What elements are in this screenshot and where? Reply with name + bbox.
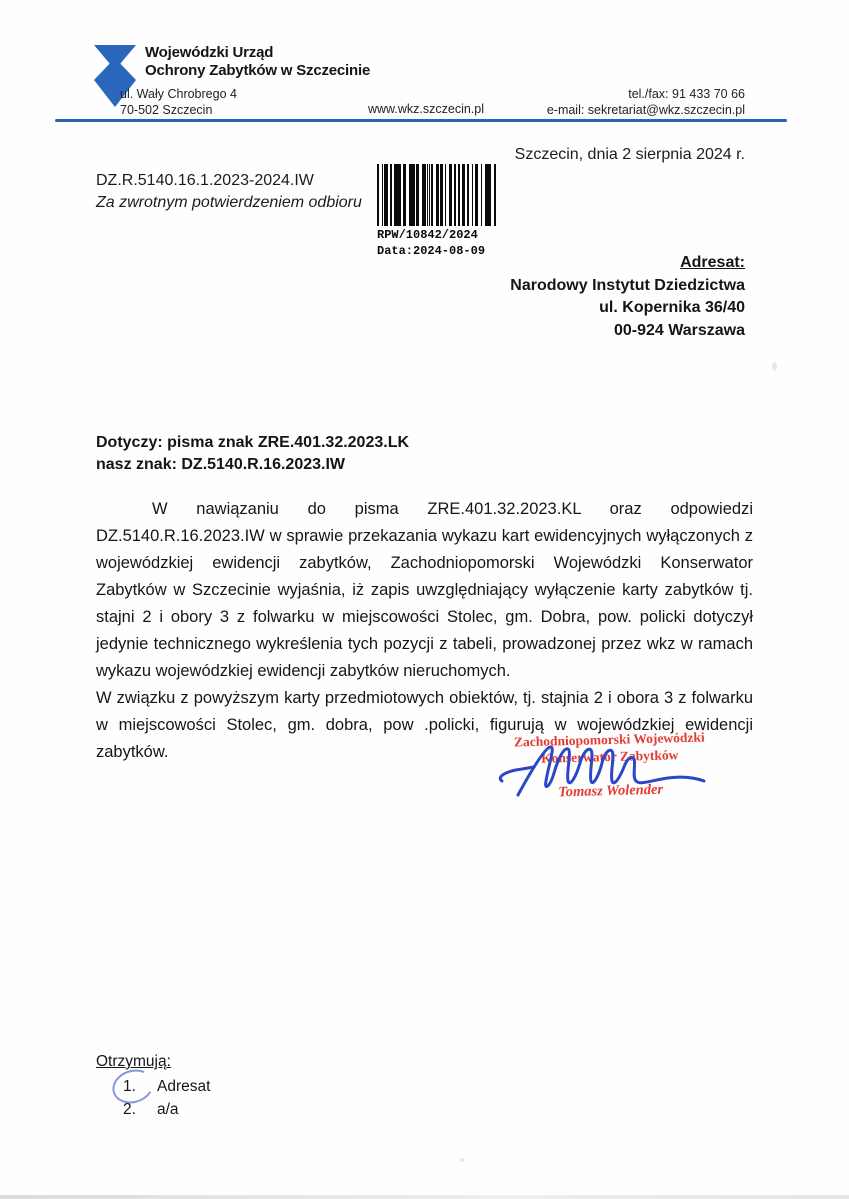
letter-body [96, 496, 753, 766]
barcode-icon [377, 164, 499, 226]
addressee-label: Adresat: [680, 254, 745, 271]
subject-block [96, 432, 409, 476]
org-contact [547, 86, 745, 118]
distribution-label: Otrzymują: [96, 1053, 171, 1070]
addressee-street: ul. Kopernika 36/40 [599, 299, 745, 316]
org-address-city: 70-502 Szczecin [120, 103, 213, 117]
org-website: www.wkz.szczecin.pl [368, 102, 484, 116]
scan-smudge [772, 362, 777, 371]
list-item-text: Adresat [157, 1078, 211, 1095]
place-and-date: Szczecin, dnia 2 sierpnia 2024 r. [514, 146, 745, 163]
list-item [96, 1075, 210, 1098]
list-item-number: 2. [123, 1101, 136, 1118]
org-address-street: ul. Wały Chrobrego 4 [120, 87, 237, 101]
addressee-block [510, 252, 745, 342]
barcode-rpw-number: RPW/10842/2024 [377, 228, 478, 242]
subject-line1: Dotyczy: pisma znak ZRE.401.32.2023.LK [96, 434, 410, 451]
body-paragraph-2: W związku z powyższym karty przedmiotowych obiektów, tj. stajnia 2 i obora 3 z folwarku w miejscowości Stolec, gm. dobra, pow .policki, figurują w wojewódzkiej ewidencji zabytków. [96, 689, 753, 761]
stamp-title-line2: Konserwator Zabytków [540, 747, 679, 766]
delivery-note: Za zwrotnym potwierdzeniem odbioru [96, 194, 362, 211]
barcode-date: Data:2024-08-09 [377, 244, 486, 258]
case-number: DZ.R.5140.16.1.2023-2024.IW [96, 172, 314, 189]
subject-line2: nasz znak: DZ.5140.R.16.2023.IW [96, 456, 345, 473]
body-paragraph-1: W nawiązaniu do pisma ZRE.401.32.2023.KL oraz odpowiedzi DZ.5140.R.16.2023.IW w sprawie przekazania wykazu kart ewidencyjnych wyłączonych z wojewódzkiej ewidencji zabytków, Zachodniopomorski Wojewódzki Konserwator Zabytków w Szczecinie wyjaśnia, iż zapis uwzględniający wyłączenie karty zabytków tj. stajni 2 i obory 3 z folwarku w miejscowości Stolec, gm. Dobra, pow. policki dotyczył jedynie technicznego wykreślenia tych pozycji z tabeli, prowadzonej przez wkz w ramach wykazu wojewódzkiej ewidencji zabytków nieruchomych. [96, 500, 753, 680]
org-name [145, 44, 370, 80]
scan-smudge [460, 1158, 464, 1162]
org-address [120, 86, 237, 118]
addressee-name: Narodowy Instytut Dziedzictwa [510, 276, 745, 294]
list-item-number: 1. [123, 1075, 157, 1098]
official-stamp [504, 728, 716, 802]
distribution-list [96, 1050, 210, 1121]
registration-barcode [377, 164, 517, 258]
letterhead-divider [55, 119, 787, 122]
org-name-line1: Wojewódzki Urząd [145, 44, 274, 61]
addressee-city: 00-924 Warszawa [613, 321, 745, 339]
org-name-line2: Ochrony Zabytków w Szczecinie [145, 62, 371, 79]
scan-edge-shadow [0, 1195, 849, 1199]
stamp-title-line1: Zachodniopomorski Wojewódzki [513, 729, 705, 750]
org-telfax: tel./fax: 91 433 70 66 [628, 87, 745, 101]
org-email: e-mail: sekretariat@wkz.szczecin.pl [546, 103, 745, 117]
stamp-signer-name: Tomasz Wolender [558, 781, 664, 801]
list-item-text: a/a [157, 1101, 179, 1118]
list-item [96, 1098, 210, 1121]
